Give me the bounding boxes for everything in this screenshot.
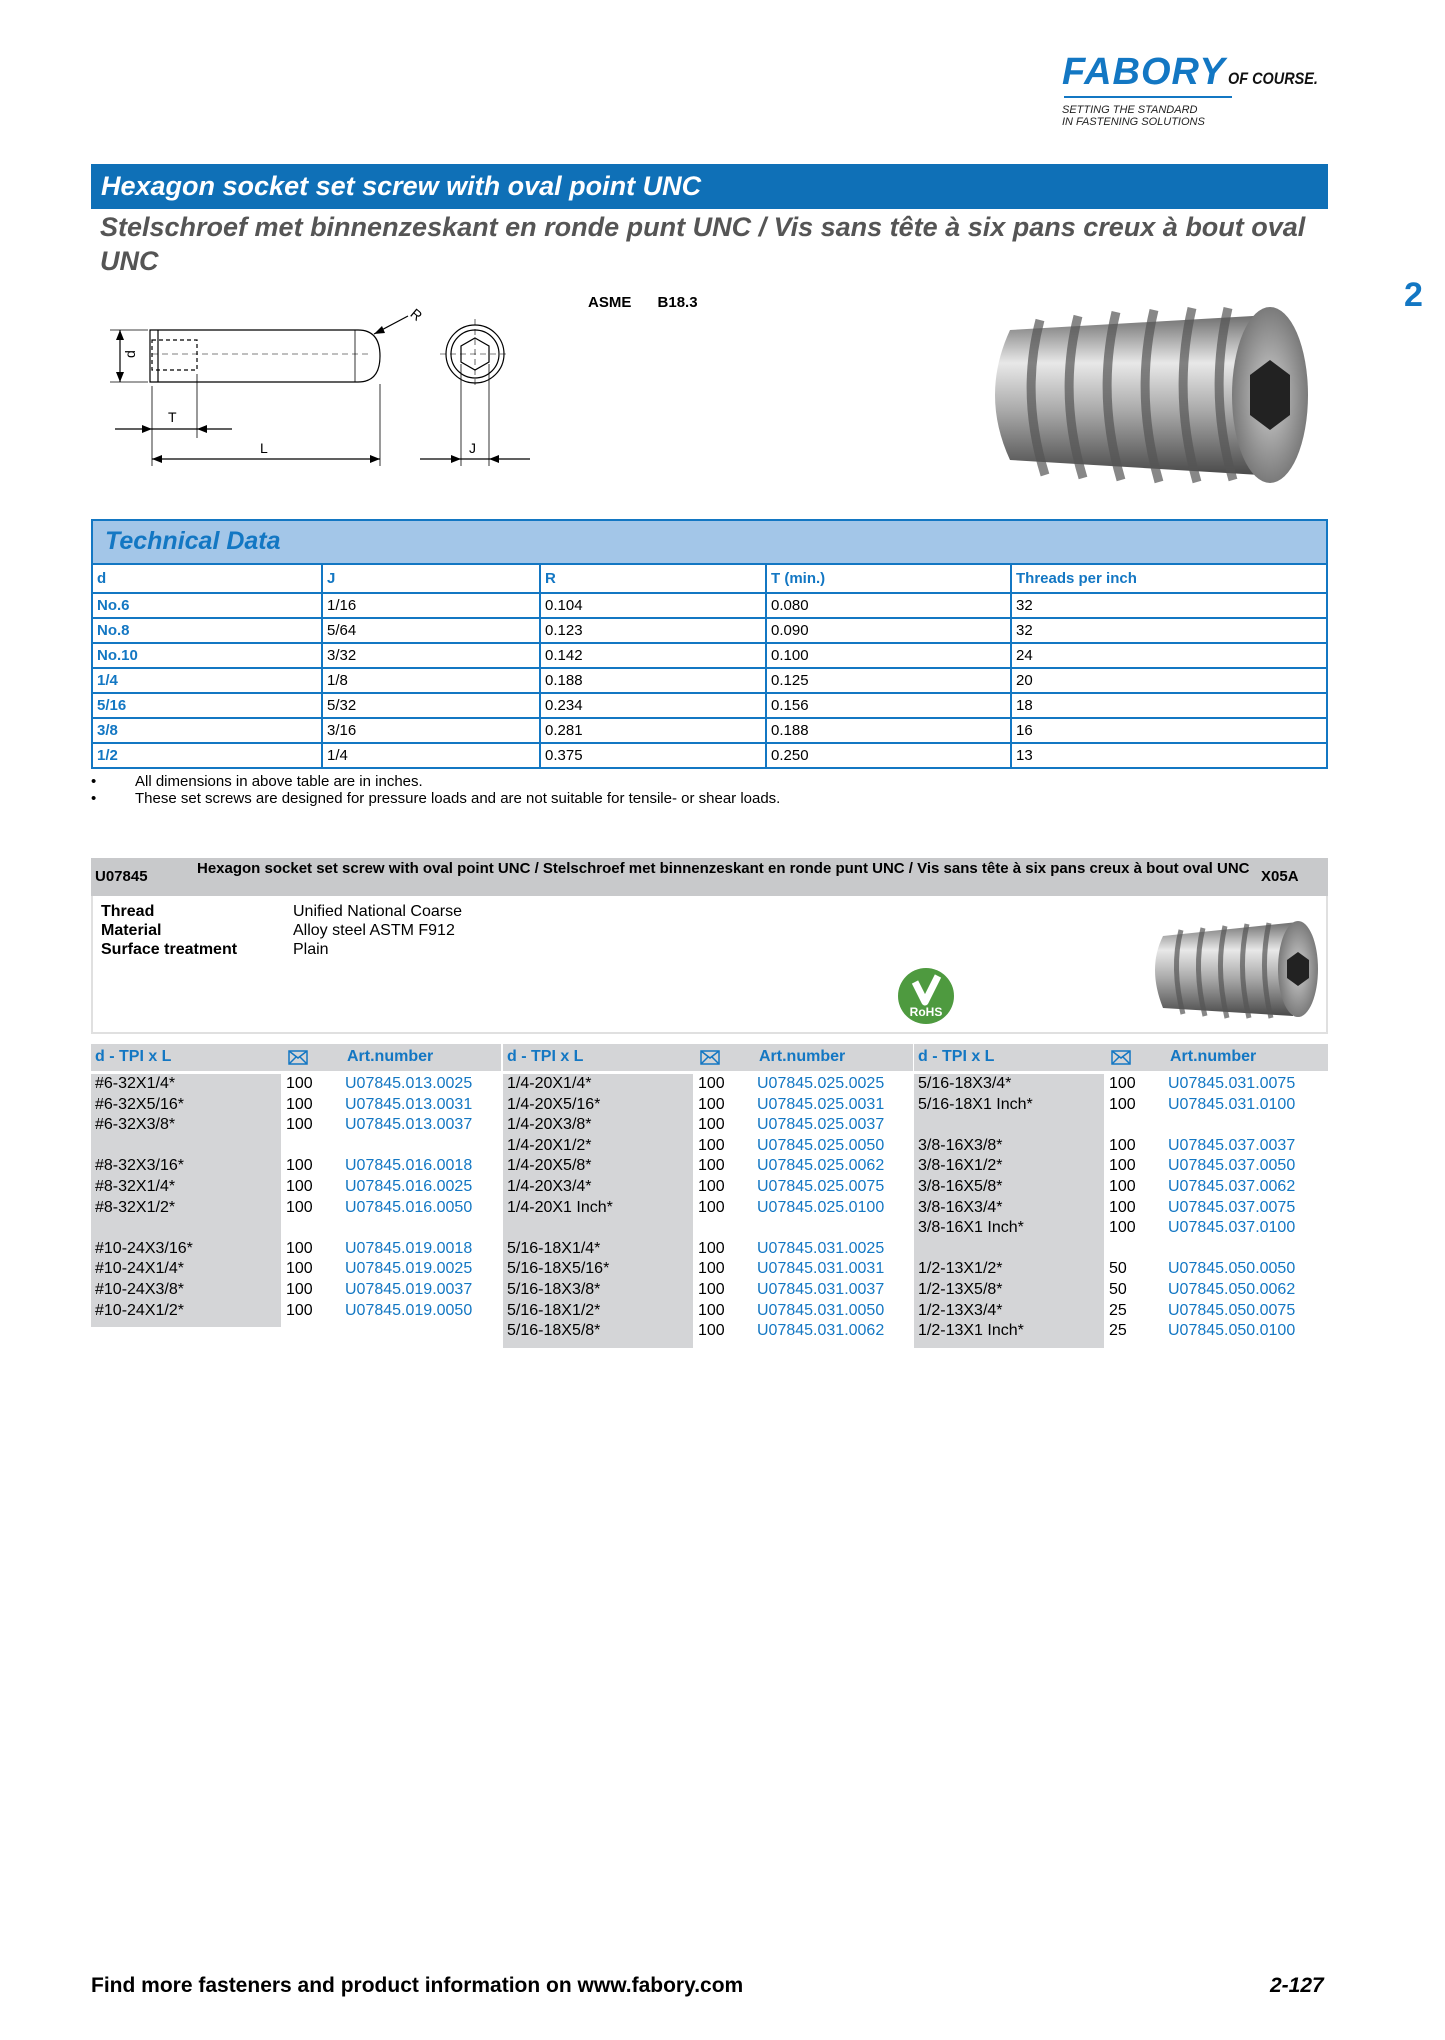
list-header — [914, 1044, 1328, 1071]
item-article-number[interactable]: U07845.037.0075 — [1168, 1198, 1296, 1216]
item-size: 1/4-20X1 Inch* — [507, 1198, 613, 1216]
item-quantity: 100 — [698, 1178, 725, 1195]
list-item — [91, 1156, 501, 1176]
item-quantity: 100 — [286, 1116, 313, 1134]
list-item — [91, 1259, 501, 1279]
item-article-number[interactable]: U07845.050.0100 — [1168, 1322, 1296, 1340]
item-quantity: 100 — [698, 1095, 725, 1113]
list-item — [91, 1198, 501, 1218]
list-item — [914, 1321, 1328, 1341]
envelope-icon — [288, 1050, 308, 1065]
table-cell: No.8 — [92, 618, 322, 643]
item-quantity: 100 — [698, 1116, 725, 1134]
item-article-number[interactable]: U07845.016.0018 — [345, 1157, 473, 1175]
item-quantity: 25 — [1109, 1301, 1127, 1319]
item-size: 3/8-16X3/4* — [918, 1198, 1003, 1216]
item-size: 1/2-13X1 Inch* — [918, 1322, 1024, 1340]
item-article-number[interactable]: U07845.025.0100 — [757, 1198, 885, 1216]
item-size: #10-24X1/2* — [95, 1301, 184, 1319]
table-cell: 20 — [1011, 668, 1327, 693]
table-cell: 0.234 — [540, 693, 766, 718]
table-cell: 5/64 — [322, 618, 540, 643]
item-quantity: 100 — [698, 1198, 725, 1216]
item-article-number[interactable]: U07845.019.0018 — [345, 1239, 473, 1257]
item-quantity: 100 — [698, 1281, 725, 1298]
item-article-number[interactable]: U07845.016.0050 — [345, 1198, 473, 1216]
item-size: 1/4-20X5/16* — [507, 1095, 601, 1113]
item-article-number[interactable]: U07845.031.0037 — [757, 1281, 885, 1298]
brand-tagline — [1062, 104, 1282, 128]
item-article-number[interactable]: U07845.025.0025 — [757, 1075, 885, 1092]
brand-underline — [1064, 96, 1232, 98]
item-size: #6-32X3/8* — [95, 1116, 176, 1134]
item-quantity: 100 — [286, 1157, 313, 1175]
item-size: 5/16-18X5/8* — [507, 1322, 601, 1340]
rohs-label: RoHS — [909, 1005, 943, 1019]
table-cell: 5/16 — [92, 693, 322, 718]
table-cell: 0.104 — [540, 593, 766, 618]
table-cell: 1/8 — [322, 668, 540, 693]
item-quantity: 100 — [1109, 1095, 1136, 1113]
table-row — [92, 693, 1327, 718]
item-quantity: 100 — [286, 1281, 313, 1298]
product-specs — [91, 896, 1328, 1034]
item-size: 5/16-18X5/16* — [507, 1260, 610, 1278]
item-article-number[interactable]: U07845.013.0025 — [345, 1075, 473, 1092]
list-item — [503, 1177, 913, 1197]
list-item — [91, 1115, 501, 1135]
envelope-icon — [700, 1050, 720, 1065]
column-header: R — [540, 564, 766, 593]
table-cell: 5/32 — [322, 693, 540, 718]
item-size: #8-32X1/4* — [95, 1178, 176, 1195]
item-article-number[interactable]: U07845.037.0050 — [1168, 1157, 1296, 1175]
item-quantity: 100 — [1109, 1157, 1136, 1175]
list-item — [91, 1095, 501, 1115]
envelope-icon — [1111, 1050, 1131, 1065]
brand-name: FABORY — [1062, 51, 1226, 93]
list-item — [914, 1074, 1328, 1094]
table-cell: 0.375 — [540, 743, 766, 768]
page-subtitle: Stelschroef met binnenzeskant en ronde punt UNC / Vis sans tête à six pans creux à bout oval UNC — [100, 212, 1306, 276]
note-item: • All dimensions in above table are in inches. — [91, 773, 780, 790]
table-cell: 1/4 — [322, 743, 540, 768]
list-item — [91, 1239, 501, 1259]
item-article-number[interactable]: U07845.025.0062 — [757, 1157, 885, 1175]
table-cell: 0.156 — [766, 693, 1011, 718]
table-row — [92, 718, 1327, 743]
product-code: U07845 — [95, 868, 148, 885]
item-quantity: 100 — [1109, 1198, 1136, 1216]
item-size: 1/2-13X3/4* — [918, 1301, 1003, 1319]
item-article-number[interactable]: U07845.013.0037 — [345, 1116, 473, 1134]
item-quantity: 100 — [286, 1301, 313, 1319]
drawing-label-j: J — [469, 440, 476, 456]
list-item — [914, 1259, 1328, 1279]
item-quantity: 100 — [286, 1095, 313, 1113]
item-size: 1/2-13X5/8* — [918, 1281, 1003, 1298]
item-quantity: 100 — [698, 1136, 725, 1154]
item-size: 3/8-16X1/2* — [918, 1157, 1003, 1175]
list-header-art: Art.number — [1170, 1048, 1257, 1065]
table-cell: 16 — [1011, 718, 1327, 743]
item-article-number[interactable]: U07845.031.0075 — [1168, 1075, 1296, 1092]
item-article-number[interactable]: U07845.025.0037 — [757, 1116, 885, 1134]
item-size: #6-32X1/4* — [95, 1075, 176, 1092]
table-row — [92, 618, 1327, 643]
item-size: 3/8-16X1 Inch* — [918, 1219, 1024, 1237]
item-article-number[interactable]: U07845.050.0050 — [1168, 1260, 1296, 1278]
drawing-label-d: d — [122, 350, 138, 358]
item-size: 1/2-13X1/2* — [918, 1260, 1003, 1278]
list-item — [503, 1301, 913, 1321]
table-header-row — [92, 564, 1327, 593]
table-cell: 3/32 — [322, 643, 540, 668]
item-article-number[interactable]: U07845.031.0025 — [757, 1239, 885, 1257]
list-item — [91, 1301, 501, 1321]
item-article-number[interactable]: U07845.050.0062 — [1168, 1281, 1296, 1298]
item-quantity: 100 — [1109, 1075, 1136, 1092]
table-row — [92, 643, 1327, 668]
column-header: Threads per inch — [1011, 564, 1327, 593]
item-size: 1/4-20X5/8* — [507, 1157, 592, 1175]
drawing-label-r: R — [407, 305, 426, 324]
item-quantity: 100 — [286, 1239, 313, 1257]
item-article-number[interactable]: U07845.031.0062 — [757, 1322, 885, 1340]
item-article-number[interactable]: U07845.050.0075 — [1168, 1301, 1296, 1319]
standard-reference — [588, 294, 720, 311]
list-item — [914, 1136, 1328, 1156]
list-item — [914, 1156, 1328, 1176]
item-quantity: 100 — [286, 1198, 313, 1216]
item-size: 5/16-18X3/4* — [918, 1075, 1012, 1092]
item-quantity: 100 — [698, 1322, 725, 1340]
list-header-art: Art.number — [759, 1048, 846, 1065]
table-cell: 24 — [1011, 643, 1327, 668]
list-item — [914, 1218, 1328, 1238]
item-article-number[interactable]: U07845.031.0050 — [757, 1301, 885, 1319]
drawing-label-l: L — [260, 440, 268, 456]
list-item — [503, 1198, 913, 1218]
list-item — [503, 1259, 913, 1279]
standard-code: B18.3 — [657, 294, 698, 311]
table-cell: 1/16 — [322, 593, 540, 618]
brand-tagline-2: IN FASTENING SOLUTIONS — [1062, 116, 1205, 128]
list-item — [503, 1095, 913, 1115]
chapter-number: 2 — [1404, 276, 1423, 314]
column-header: T (min.) — [766, 564, 1011, 593]
item-size: 1/4-20X3/4* — [507, 1178, 592, 1195]
table-cell: 0.188 — [540, 668, 766, 693]
product-thumbnail — [1143, 908, 1323, 1028]
item-article-number[interactable]: U07845.025.0031 — [757, 1095, 885, 1113]
item-article-number[interactable]: U07845.019.0050 — [345, 1301, 473, 1319]
page-number: 2-127 — [1270, 1974, 1324, 1997]
table-cell: 0.188 — [766, 718, 1011, 743]
table-cell: 13 — [1011, 743, 1327, 768]
table-cell: 1/4 — [92, 668, 322, 693]
item-size: 5/16-18X1 Inch* — [918, 1095, 1033, 1113]
list-header-art: Art.number — [347, 1048, 434, 1065]
list-item — [914, 1280, 1328, 1300]
table-cell: 0.142 — [540, 643, 766, 668]
list-item — [503, 1115, 913, 1135]
item-article-number[interactable]: U07845.025.0050 — [757, 1136, 885, 1154]
item-size: 5/16-18X3/8* — [507, 1281, 601, 1298]
list-header-size: d - TPI x L — [918, 1048, 995, 1065]
spec-label: Surface treatment — [101, 941, 238, 958]
item-quantity: 25 — [1109, 1322, 1127, 1340]
table-cell: 1/2 — [92, 743, 322, 768]
list-item — [914, 1301, 1328, 1321]
item-quantity: 100 — [286, 1178, 313, 1195]
column-header: d — [92, 564, 322, 593]
item-size: 1/4-20X1/2* — [507, 1136, 592, 1154]
item-size: 3/8-16X5/8* — [918, 1178, 1003, 1195]
item-article-number[interactable]: U07845.037.0062 — [1168, 1178, 1296, 1195]
table-cell: 0.125 — [766, 668, 1011, 693]
technical-drawing — [100, 294, 540, 480]
page-title: Hexagon socket set screw with oval point UNC — [91, 164, 1328, 209]
notes-list — [91, 773, 780, 807]
note-item: • These set screws are designed for pressure loads and are not suitable for tensile- or shear loads. — [91, 790, 780, 807]
spec-label: Thread — [101, 903, 155, 920]
list-item — [914, 1177, 1328, 1197]
item-quantity: 100 — [698, 1075, 725, 1092]
list-item — [503, 1280, 913, 1300]
item-quantity: 100 — [1109, 1178, 1136, 1195]
item-size: #8-32X1/2* — [95, 1198, 176, 1216]
table-cell: No.10 — [92, 643, 322, 668]
list-item — [503, 1156, 913, 1176]
item-quantity: 100 — [286, 1075, 313, 1092]
spec-value: Alloy steel ASTM F912 — [293, 922, 455, 939]
product-title: Hexagon socket set screw with oval point UNC / Stelschroef met binnenzeskant en ronde punt UNC / Vis sans tête à six pans creux à bout oval UNC — [197, 860, 1250, 877]
item-quantity: 100 — [1109, 1219, 1136, 1237]
list-item — [503, 1136, 913, 1156]
table-cell: 0.090 — [766, 618, 1011, 643]
item-size: 1/4-20X1/4* — [507, 1075, 592, 1092]
list-item — [503, 1321, 913, 1341]
list-item — [91, 1074, 501, 1094]
table-row — [92, 593, 1327, 618]
brand-logo — [1062, 51, 1362, 128]
footer-text: Find more fasteners and product information on www.fabory.com — [91, 1974, 744, 1997]
table-cell: 0.281 — [540, 718, 766, 743]
item-article-number[interactable]: U07845.025.0075 — [757, 1178, 885, 1195]
standard-org: ASME — [588, 294, 632, 311]
table-cell: 0.100 — [766, 643, 1011, 668]
brand-tagline-1: SETTING THE STANDARD — [1062, 104, 1198, 116]
rohs-check-icon — [896, 966, 956, 1026]
drawing-label-t: T — [168, 409, 177, 425]
list-header — [503, 1044, 913, 1071]
list-header — [91, 1044, 501, 1071]
item-size: 5/16-18X1/2* — [507, 1301, 601, 1319]
table-cell: 18 — [1011, 693, 1327, 718]
list-item — [91, 1280, 501, 1300]
table-cell: 32 — [1011, 593, 1327, 618]
spec-value: Plain — [293, 941, 329, 958]
spec-value: Unified National Coarse — [293, 903, 462, 920]
spec-label: Material — [101, 922, 162, 939]
table-cell: 3/16 — [322, 718, 540, 743]
list-item — [914, 1095, 1328, 1115]
item-article-number[interactable]: U07845.019.0025 — [345, 1260, 473, 1278]
item-size: #10-24X1/4* — [95, 1260, 184, 1278]
item-quantity: 100 — [698, 1239, 725, 1257]
table-row — [92, 743, 1327, 768]
item-size: #10-24X3/8* — [95, 1281, 184, 1298]
item-quantity: 100 — [286, 1260, 313, 1278]
list-item — [503, 1074, 913, 1094]
item-quantity: 100 — [698, 1260, 725, 1278]
table-cell: 0.250 — [766, 743, 1011, 768]
item-quantity: 50 — [1109, 1281, 1127, 1298]
product-header — [91, 858, 1328, 896]
list-item — [91, 1177, 501, 1197]
item-size: 1/4-20X3/8* — [507, 1116, 592, 1134]
item-quantity: 50 — [1109, 1260, 1127, 1278]
item-size: #10-24X3/16* — [95, 1239, 193, 1257]
table-cell: 32 — [1011, 618, 1327, 643]
item-article-number[interactable]: U07845.019.0037 — [345, 1281, 473, 1298]
table-cell: No.6 — [92, 593, 322, 618]
technical-data-table — [91, 563, 1328, 769]
table-row — [92, 668, 1327, 693]
item-size: #6-32X5/16* — [95, 1095, 184, 1113]
product-catalog-code: X05A — [1261, 868, 1299, 885]
list-header-size: d - TPI x L — [95, 1048, 172, 1065]
item-article-number[interactable]: U07845.016.0025 — [345, 1178, 473, 1195]
item-size: 5/16-18X1/4* — [507, 1239, 601, 1257]
item-quantity: 100 — [1109, 1136, 1136, 1154]
list-item — [914, 1198, 1328, 1218]
list-header-size: d - TPI x L — [507, 1048, 584, 1065]
item-article-number[interactable]: U07845.031.0100 — [1168, 1095, 1296, 1113]
item-quantity: 100 — [698, 1301, 725, 1319]
item-article-number[interactable]: U07845.031.0031 — [757, 1260, 885, 1278]
brand-suffix: OF COURSE. — [1227, 69, 1318, 88]
technical-data-heading: Technical Data — [91, 519, 1328, 564]
list-item — [503, 1239, 913, 1259]
product-photo — [970, 290, 1330, 500]
table-cell: 0.080 — [766, 593, 1011, 618]
table-cell: 0.123 — [540, 618, 766, 643]
item-size: 3/8-16X3/8* — [918, 1136, 1003, 1154]
column-header: J — [322, 564, 540, 593]
item-article-number[interactable]: U07845.037.0037 — [1168, 1136, 1296, 1154]
item-article-number[interactable]: U07845.013.0031 — [345, 1095, 473, 1113]
item-article-number[interactable]: U07845.037.0100 — [1168, 1219, 1296, 1237]
table-cell: 3/8 — [92, 718, 322, 743]
item-size: #8-32X3/16* — [95, 1157, 184, 1175]
item-quantity: 100 — [698, 1157, 725, 1175]
